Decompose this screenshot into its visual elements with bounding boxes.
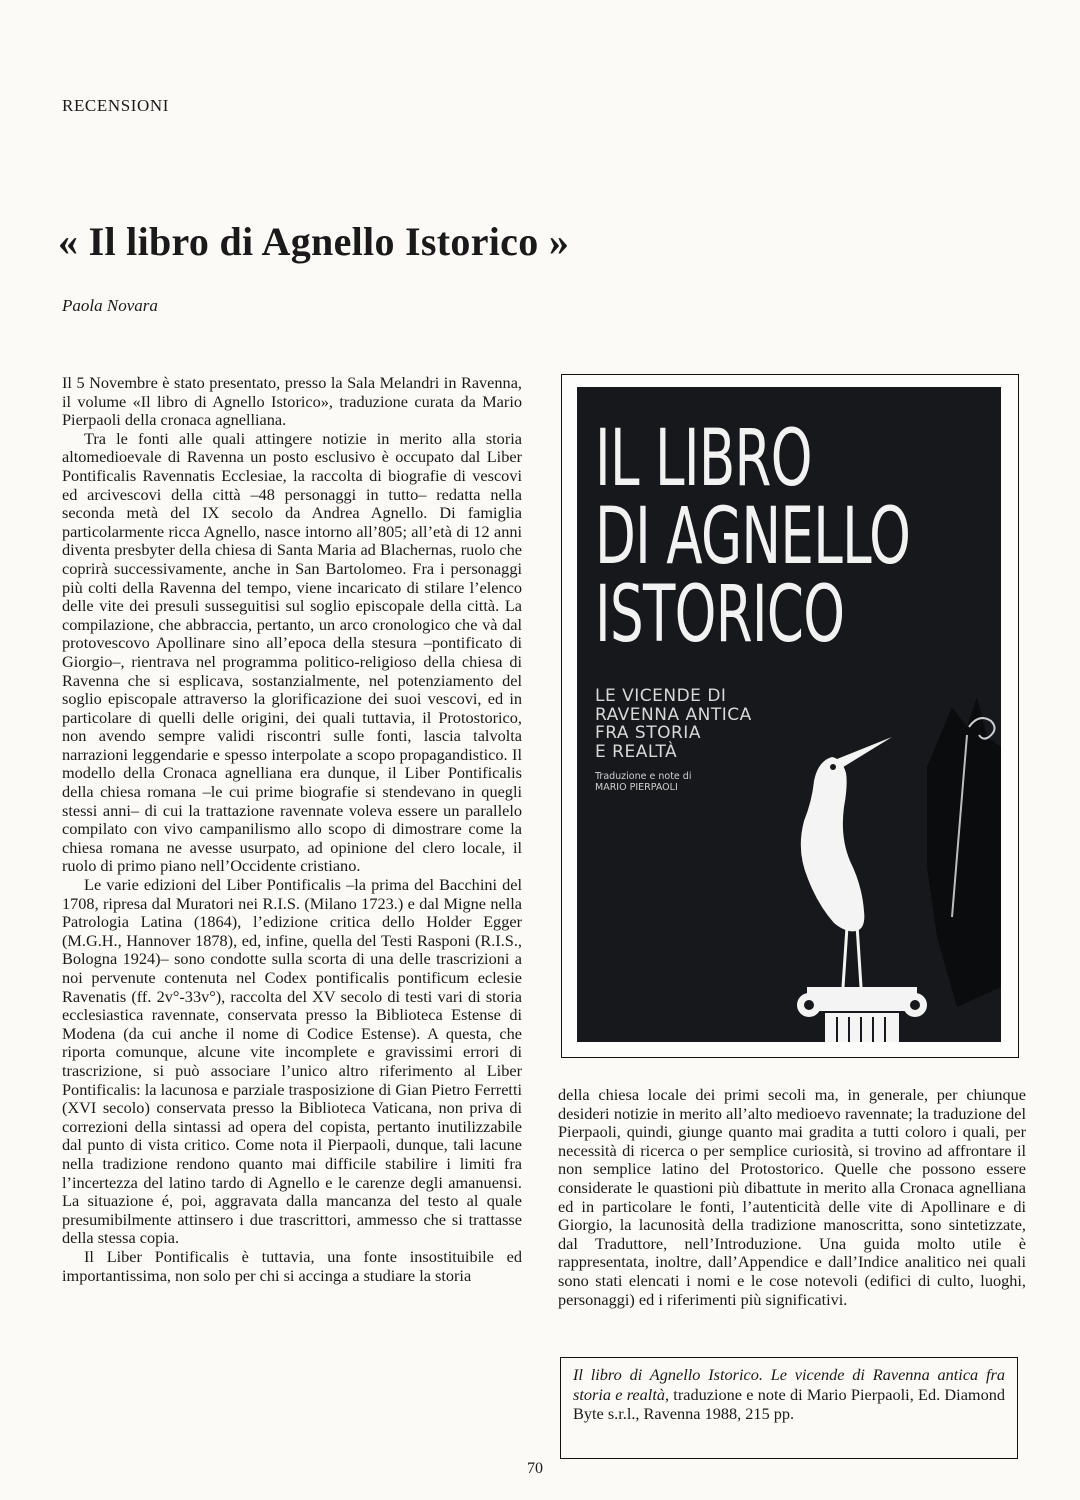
article-author: Paola Novara [62,296,158,315]
cover-subtitle-line-4: E REALTÀ [595,741,678,762]
paragraph-importance: Il Liber Pontificalis è tuttavia, una fonte insostituibile ed importantissima, non solo per chi si accinga a studiare la storia [62,1246,522,1285]
paragraph-sources: Tra le fonti alle quali attingere notizie in merito alla storia altomedioevale di Ravenna un posto esclusivo è occupato dal Liber Pontificalis Ravennatis Ecclesiae, la raccolta di biografie di vescovi ed arcivescovi della città –48 personaggi in tutto– redatta nella seconda metà del IX secolo da Andrea Agnello. Di famiglia particolarmente ricca Agnello, nasce intorno all’805; all’età di 12 anni diventa presbyter della chiesa di Santa Maria ad Blachernas, ruolo che coprirà successivamente, anche in San Bartolomeo. Fra i personaggi più colti della Ravenna del tempo, viene incaricato di stilare l’elenco delle vite dei presuli susseguitisi sul soglio episcopale della città. La compilazione, che abbraccia, pertanto, un arco cronologico che và dal protovescovo Apollinare sino all’epoca della stesura –pontificato di Giorgio–, rientrava nel programma politico-religioso della chiesa di Ravenna che si esplicava, sostanzialmente, nel potenziamento del soglio episcopale attraverso la glorificazione dei suoi vescovi, ed in particolare di quelli delle origini, dei quali tuttavia, il Protostorico, non avendo sempre validi riscontri sulle fonti, lascia talvolta narrazioni leggendarie e spesso interpolate a scopo propagandistico. Il modello della Cronaca agnelliana era dunque, il Liber Pontificalis della chiesa romana –le cui prime biografie si stendevano in quegli stessi anni– di cui la trattazione ravennate voleva essere un parallelo compilato con vivo campanilismo allo scopo di dimostrare come la chiesa romana ne avesse usurpato, ad opinione del clero locale, il ruolo di primo piano nell’Occidente cristiano. [62,428,522,876]
paragraph-editions: Le varie edizioni del Liber Pontificalis –la prima del Bacchini del 1708, ripresa dal Muratori nei R.I.S. (Milano 1723.) e dal Migne nella Patrologia Latina (1864), l’edizione critica dello Holder Egger (M.G.H., Hannover 1878), ed, infine, quella del Testi Rasponi (R.I.S., Bologna 1924)– sono condotte sulla scorta di una delle trascrizioni a noi pervenute contenuta nel Codex pontificalis pontificum eclesie Ravenatis (ff. 2v°-33v°), raccolta del XV secolo di testi vari di storia ecclesiastica ravennate, conservata presso la Biblioteca Estense di Modena (da cui anche il nome di Codice Estense). A questa, che riporta comunque, alcune vite incomplete e gravissimi errori di trascrizione, si può associare l’unico altro riferimento al Liber Pontificalis: la lacunosa e parziale trasposizione di Gian Pietro Ferretti (XVI secolo) conservata presso la Biblioteca Vaticana, non priva di correzioni della sintassi ad opera del copista, pertanto inutilizzabile dal punto di vista critico. Come nota il Pierpaoli, dunque, tali lacune nella tradizione rendono quanto mai difficile stabilire i limiti fra l’incertezza del latino tardo di Agnello e le carenze degli amanuensi. La situazione é, poi, aggravata dalla mancanza del testo al quale presumibilmente attinsero i due trascrittori, ammesso che si trattasse della stessa copia. [62,875,522,1248]
cover-subtitle-line-3: FRA STORIA [595,723,701,743]
reference-publication-details: , traduzione e note di Mario Pierpaoli, Ed. Diamond Byte s.r.l., Ravenna 1988, 215 pp. [573,1384,1006,1423]
cover-credit [595,771,691,793]
book-reference [573,1365,1005,1424]
paragraph-continuation: della chiesa locale dei primi secoli ma, in generale, per chiunque desideri notizie in merito all’alto medioevo ravennate; la traduzione del Pierpaoli, quindi, giunge quanto mai gradita a tutti coloro i quali, per necessità di ricerca o per semplice curiosità, si trovino ad affrontare il non semplice latino del Protostorico. Quelle che possono essere considerate le quastioni più dibattute in merito alla Cronaca agnelliana ed in particolare le fonti, l’autenticità delle vite di Apollinare e di Giorgio, la lacunosità della tradizione manoscritta, sono sintetizzate, dal Traduttore, nell’Introduzione. Una guida molto utile è rappresentata, inoltre, dall’Appendice e dall’Indice analitico nei quali sono stati elencati i nomi e le cose notevoli (edifici di culto, luoghi, personaggi) ed i riferimenti più significativi. [558,1085,1026,1309]
section-header: RECENSIONI [62,96,170,115]
left-column [62,374,522,1285]
cover-credit-line-1: Traduzione e note di [595,771,692,782]
reference-book-title: Il libro di Agnello Istorico. Le vicende di Ravenna antica fra storia e realtà [573,1365,1005,1404]
heron-on-column-illustration [777,687,1001,1042]
cover-title-line-1: IL LIBRO [595,414,812,504]
article-title: « Il libro di Agnello Istorico » [58,219,570,264]
paragraph-intro: Il 5 Novembre è stato presentato, presso la Sala Melandri in Ravenna, il volume «Il libro di Agnello Istorico», traduzione curata da Mario Pierpaoli della cronaca agnelliana. [62,373,522,430]
cover-subtitle-line-2: RAVENNA ANTICA [595,704,752,725]
cover-title-line-2: DI AGNELLO [595,492,911,582]
right-column [558,1086,1026,1309]
cover-credit-line-2: MARIO PIERPAOLI [595,782,678,793]
book-cover-image [577,387,1001,1042]
cover-subtitle [595,687,752,761]
cover-title-line-3: ISTORICO [595,570,845,660]
cover-subtitle-line-1: LE VICENDE DI [595,686,727,706]
page-number: 70 [527,1460,543,1477]
